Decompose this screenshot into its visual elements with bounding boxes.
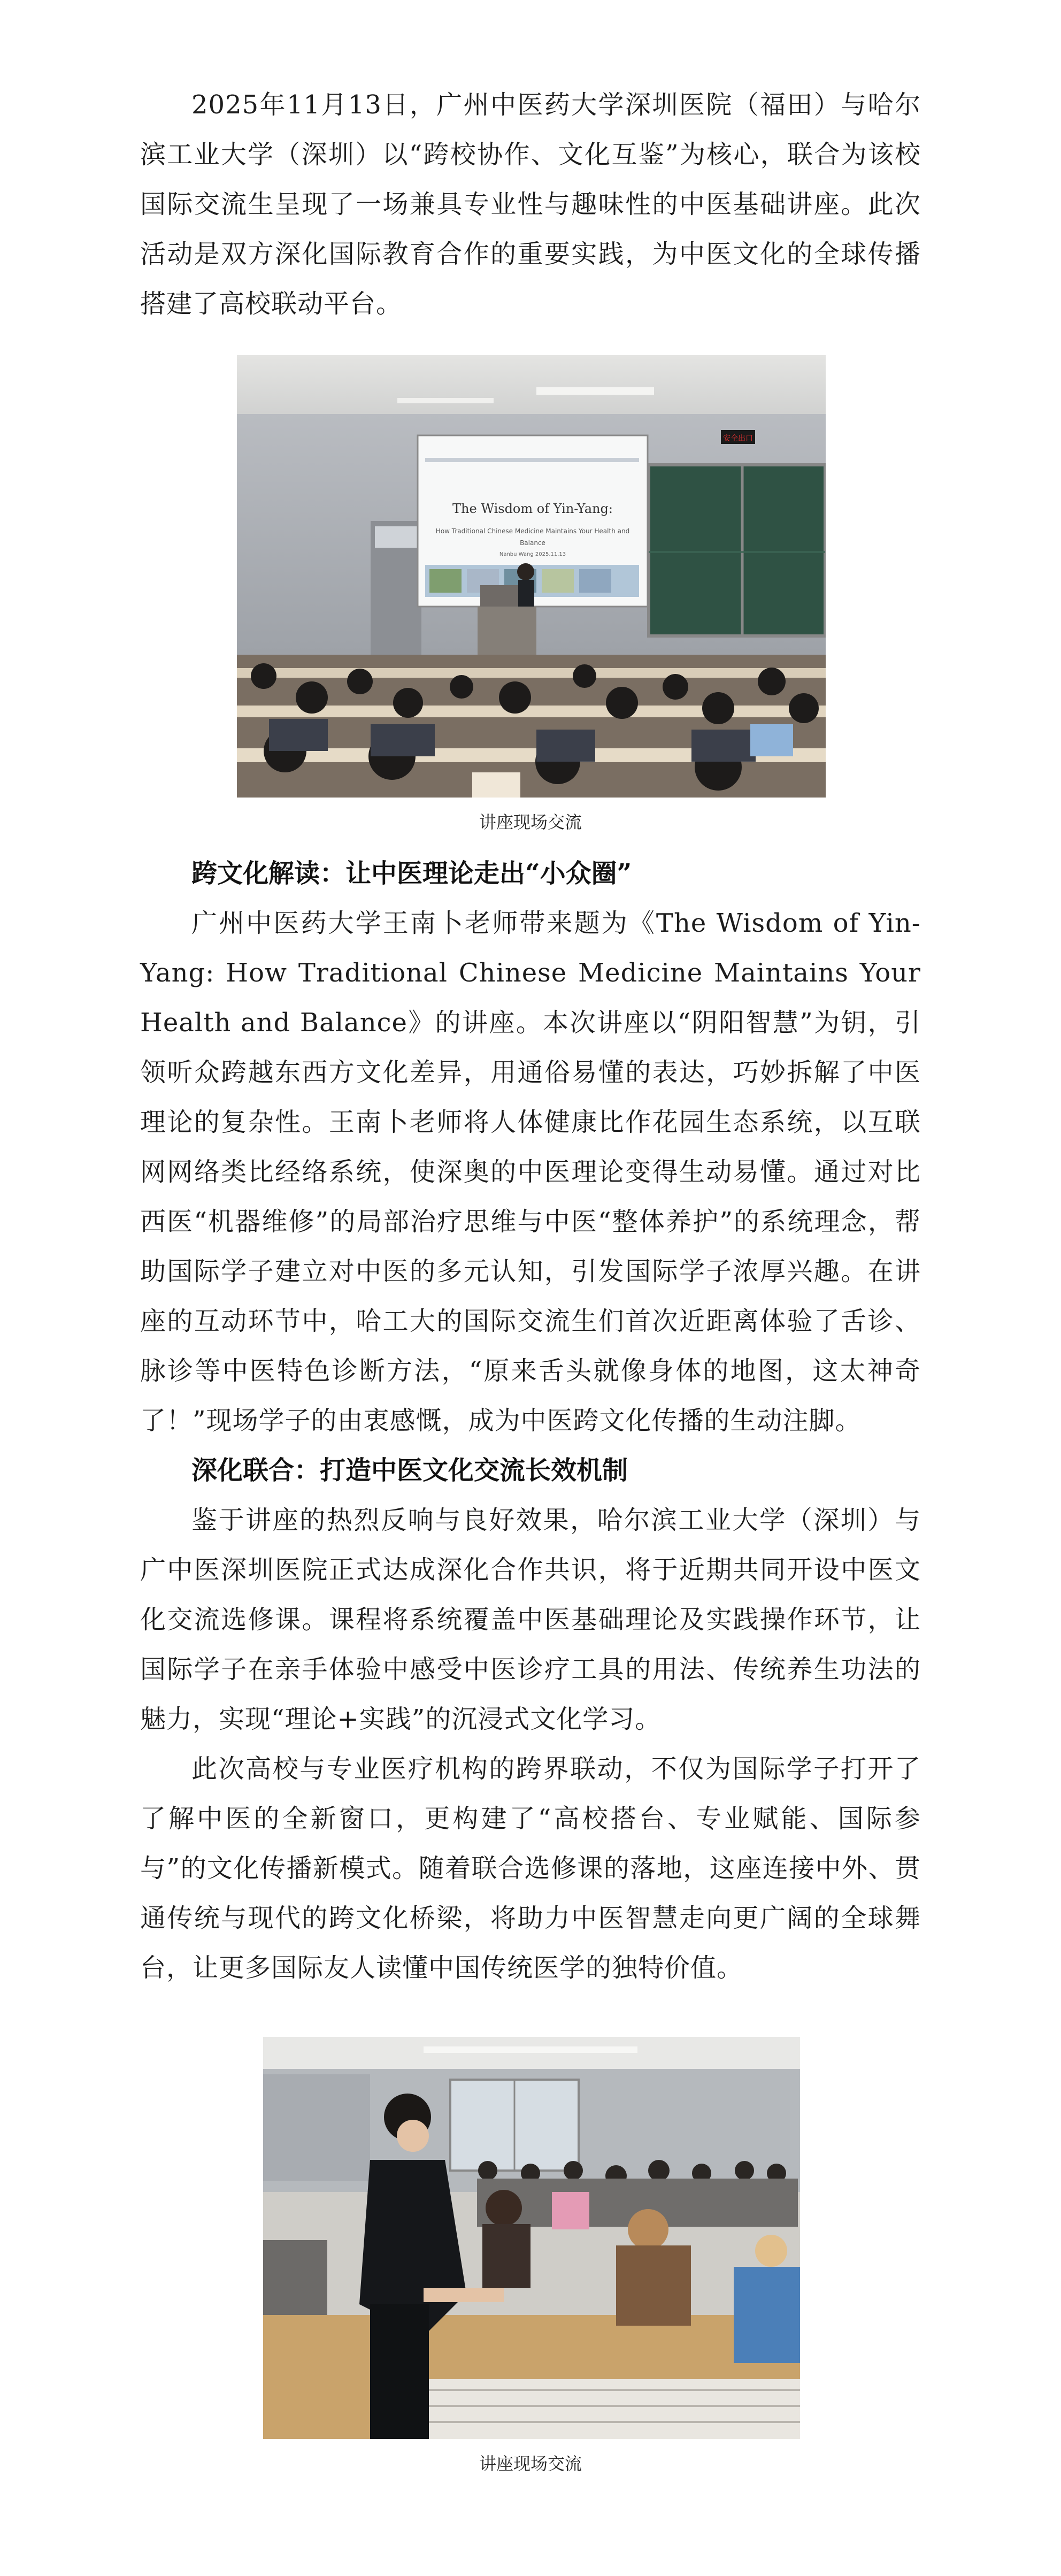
slide-author-text: Nanbu Wang 2025.11.13 [499, 551, 566, 557]
paragraph-lecture: 广州中医药大学王南卜老师带来题为《The Wisdom of Yin-Yang: How Traditional Chinese Medicine Maintains Your Health and Balance》的讲座。本次讲座以“阴阳智慧”为钥，引领听众跨越东西方文化差异，用通俗易懂的表达，巧妙拆解了中医理论的复杂性。王南卜老师将人体健康比作花园生态系统，以互联网网络类比经络系统，使深奥的中医理论变得生动易懂。通过对比西医“机器维修”的局部治疗思维与中医“整体养护”的系统理念，帮助国际学子建立对中医的多元认知，引发国际学子浓厚兴趣。在讲座的互动环节中，哈工大的国际交流生们首次近距离体验了舌诊、脉诊等中医特色诊断方法，“原来舌头就像身体的地图，这太神奇了！”现场学子的由衷感慨，成为中医跨文化传播的生动注脚。 [140, 908, 921, 1436]
exit-sign-text: 安全出口 [723, 434, 753, 443]
article-body-middle [140, 849, 921, 1993]
photo-1-caption: 讲座现场交流 [479, 812, 582, 832]
article-body-top [140, 80, 921, 329]
section-heading-cooperation: 深化联合：打造中医文化交流长效机制 [191, 1455, 628, 1485]
paragraph-cooperation: 鉴于讲座的热烈反响与良好效果，哈尔滨工业大学（深圳）与广中医深圳医院正式达成深化合作共识，将于近期共同开设中医文化交流选修课。课程将系统覆盖中医基础理论及实践操作环节，让国际学子在亲手体验中感受中医诊疗工具的用法、传统养生功法的魅力，实现“理论+实践”的沉浸式文化学习。 [140, 1505, 921, 1734]
slide-subtitle-text: How Traditional Chinese Medicine Maintains Your Health and [435, 527, 630, 535]
lecture-photo-1 [237, 355, 826, 798]
lecture-photo-2 [263, 2037, 800, 2439]
paragraph-conclusion: 此次高校与专业医疗机构的跨界联动，不仅为国际学子打开了了解中医的全新窗口，更构建了“高校搭台、专业赋能、国际参与”的文化传播新模式。随着联合选修课的落地，这座连接中外、贯通传统与现代的跨文化桥梁，将助力中医智慧走向更广阔的全球舞台，让更多国际友人读懂中国传统医学的独特价值。 [140, 1754, 921, 1983]
slide-subtitle-text-2: Balance [520, 539, 545, 547]
section-heading-cultural: 跨文化解读：让中医理论走出“小众圈” [191, 858, 632, 888]
slide-title-text: The Wisdom of Yin-Yang: [452, 501, 613, 516]
paragraph-intro: 2025年11月13日，广州中医药大学深圳医院（福田）与哈尔滨工业大学（深圳）以“跨校协作、文化互鉴”为核心，联合为该校国际交流生呈现了一场兼具专业性与趣味性的中医基础讲座。此次活动是双方深化国际教育合作的重要实践，为中医文化的全球传播搭建了高校联动平台。 [140, 90, 921, 319]
photo-2-caption: 讲座现场交流 [479, 2454, 582, 2474]
